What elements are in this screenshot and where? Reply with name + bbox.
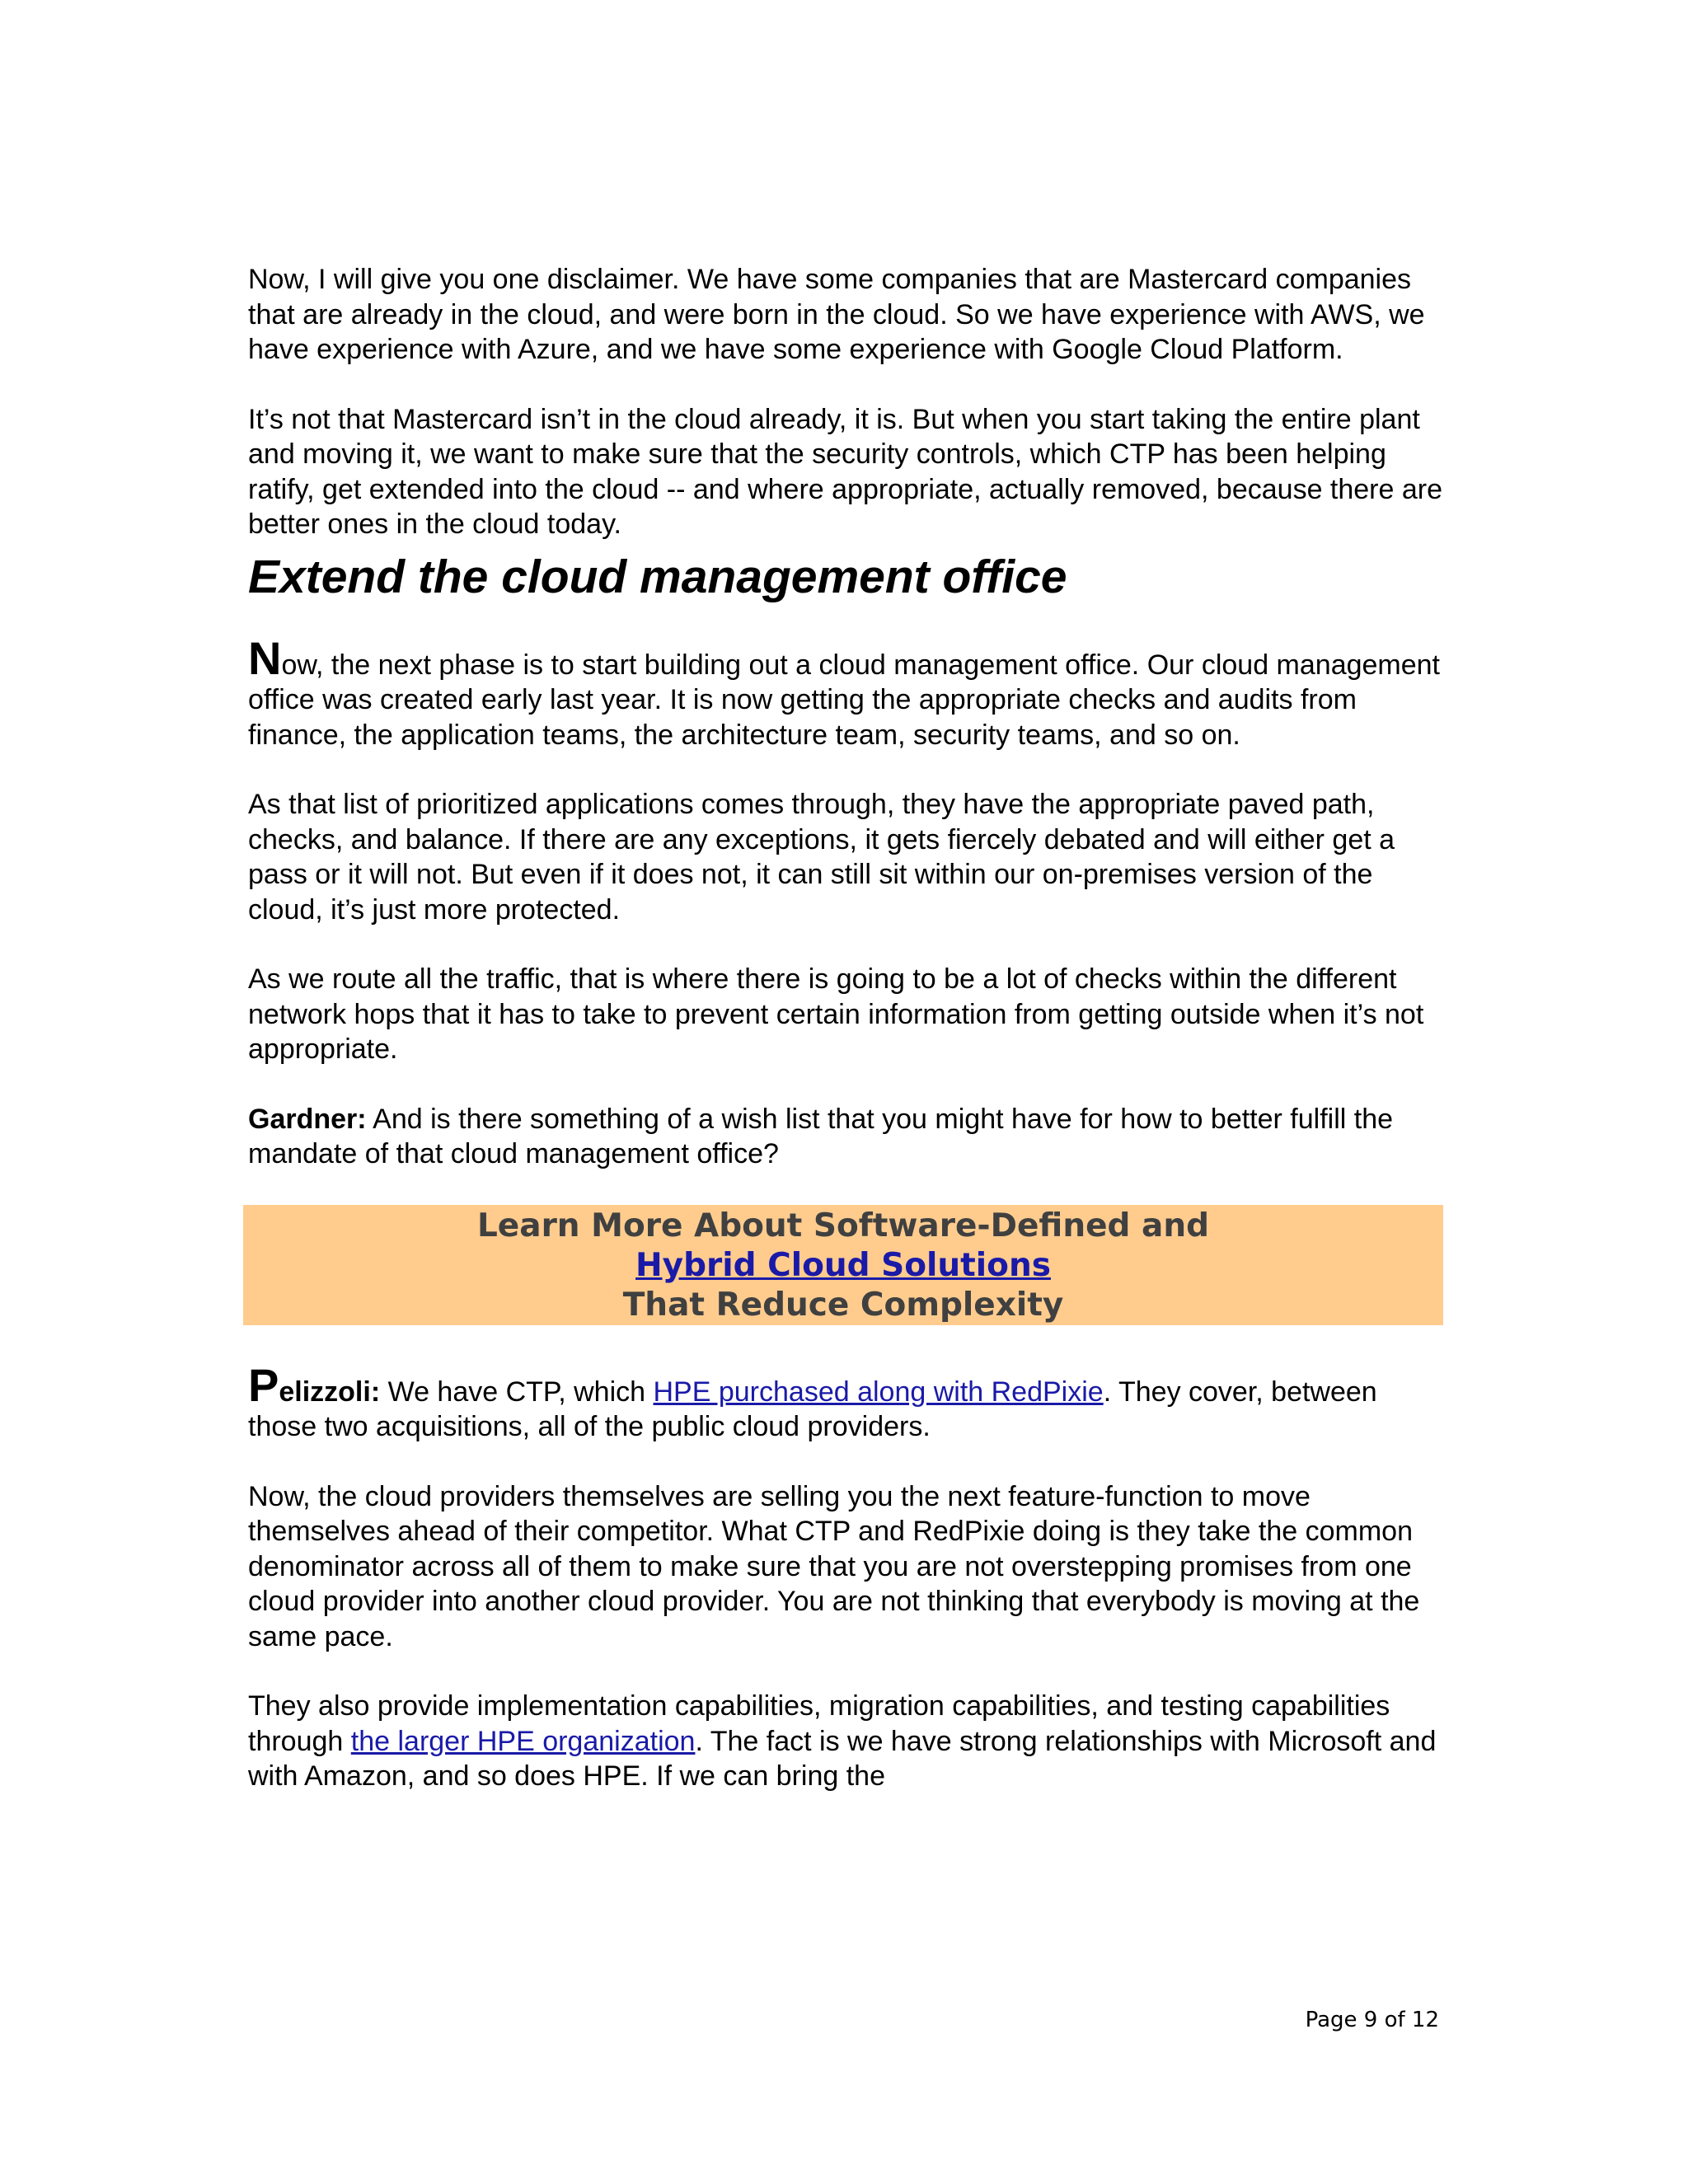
paragraph-text: . They cover, between those two acquisitions, all of the public cloud providers.: [248, 1376, 1377, 1442]
banner-line-1: Learn More About Software-Defined and: [476, 1207, 1210, 1244]
hpe-redpixie-link[interactable]: HPE purchased along with RedPixie: [653, 1376, 1104, 1408]
banner-link[interactable]: Hybrid Cloud Solutions: [635, 1246, 1051, 1284]
section-heading-wrap: [248, 550, 1443, 644]
page-content: [248, 262, 1443, 1829]
paragraph-disclaimer: Now, I will give you one disclaimer. We have some companies that are Mastercard companies that are already in the cloud, and were born in the cloud. So we have experience with AWS, we have experience with Azure, and we have some experience with Google Cloud Platform.: [248, 264, 1425, 365]
paragraph-cloud-management-office: [248, 631, 1443, 753]
paragraph-gardner-question: [248, 1102, 1443, 1172]
paragraph-mastercard-cloud: It’s not that Mastercard isn’t in the cloud already, it is. But when you start taking the entire plant and moving it, we want to make sure that the security controls, which CTP has been helping ratify, get extended into the cloud -- and where appropriate, actually removed, because there are better ones in the cloud today.: [248, 403, 1443, 540]
paragraph-prioritized-apps: As that list of prioritized applications comes through, they have the appropriate paved path, checks, and balance. If there are any exceptions, it gets fiercely debated and will either get a pass or it will not. But even if it does not, it can still sit within our on-premises version of the cloud, it’s just more protected.: [248, 789, 1395, 926]
paragraph-text: ow, the next phase is to start building out a cloud management office. Our cloud management office was created early last year. It is now getting the appropriate checks and audits from finance, the application teams, the architecture team, security teams, and so on.: [248, 649, 1441, 751]
banner-line-3: That Reduce Complexity: [622, 1286, 1064, 1324]
page-number: Page 9 of 12: [1305, 2008, 1439, 2032]
paragraph-implementation: [248, 1689, 1443, 1794]
section-heading: Extend the cloud management office: [248, 550, 1067, 603]
paragraph-text: . The fact is we have strong relationships with Microsoft and with Amazon, and so does HPE. If we can bring the: [248, 1725, 1437, 1792]
drop-cap: N: [248, 631, 282, 684]
speaker-label: Gardner:: [248, 1103, 367, 1135]
drop-cap: P: [248, 1358, 279, 1411]
question-text: And is there something of a wish list that you might have for how to better fulfill the mandate of that cloud management office?: [248, 1103, 1394, 1169]
paragraph-text: We have CTP, which: [380, 1376, 654, 1408]
paragraph-traffic-routing: As we route all the traffic, that is where there is going to be a lot of checks within the different network hops that it has to take to prevent certain information from getting outside when it’s not appropriate.: [248, 963, 1424, 1065]
paragraph-cloud-providers: Now, the cloud providers themselves are selling you the next feature-function to move themselves ahead of their competitor. What CTP and RedPixie doing is they take the common denominator across all of them to make sure that you are not overstepping promises from one cloud provider into another cloud provider. You are not thinking that everybody is moving at the same pace.: [248, 1480, 1420, 1652]
paragraph-pelizzoli-answer: [248, 1358, 1443, 1445]
paragraph-text: They also provide implementation capabilities, migration capabilities, and testing capabilities through: [248, 1690, 1390, 1757]
hpe-organization-link[interactable]: the larger HPE organization: [350, 1725, 696, 1757]
speaker-label: elizzoli:: [279, 1376, 381, 1408]
promo-banner: [243, 1205, 1443, 1325]
